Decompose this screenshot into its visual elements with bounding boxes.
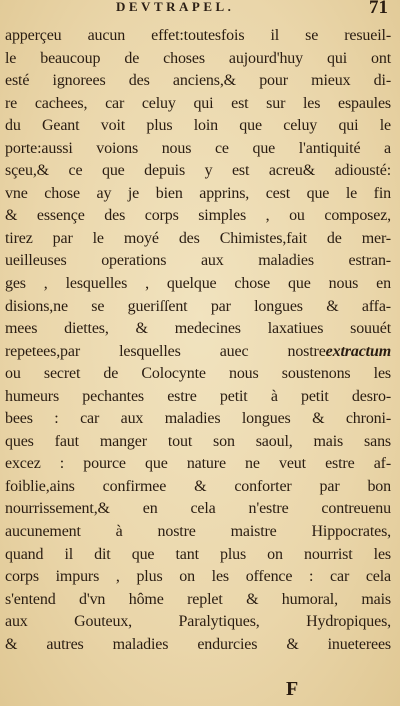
text-line: ges , lesquelles , quelque chose que nous en: [5, 275, 391, 293]
text-line-with-italic: [5, 341, 391, 364]
text-line: esté ignorees des anciens,& pour mieux di-: [5, 72, 391, 90]
text-line: mees diettes, & medecines laxatiues souuét: [5, 320, 391, 338]
text-line: ueilleuses operations aux maladies estran-: [5, 252, 391, 270]
text-line: ou secret de Colocynte nous soustenons les: [5, 365, 391, 383]
text-line: excez : pource que nature ne veut estre af-: [5, 455, 391, 473]
text-line: corps impurs , plus on les offence : car cela: [5, 568, 391, 586]
running-head: DEVTRAPEL.: [116, 0, 235, 14]
text-line: re cachees, car celuy qui est sur les espaules: [5, 94, 391, 112]
text-line: & essençe des corps simples , ou composez,: [5, 207, 391, 225]
text-line: apperçeu aucun effet:toutesfois il se resueil-: [5, 27, 391, 44]
page-header: [0, 0, 400, 21]
text-line: sçeu,& ce que depuis y est acreu& adiousté:: [5, 162, 391, 180]
text-line: bees : car aux maladies longues & chroni-: [5, 410, 391, 428]
page-number: 71: [369, 0, 388, 18]
text-line: vne chose ay je bien apprins, cest que le fin: [5, 184, 391, 202]
text-line: & autres maladies endurcies & inueterees: [5, 635, 391, 653]
text-line-start: repetees,par lesquelles auec nostre: [5, 342, 326, 360]
text-line: foiblie,ains confirmee & conforter par bon: [5, 477, 391, 495]
text-line: nourrissement,& en cela n'estre contreuenu: [5, 500, 391, 518]
text-line: du Geant voit plus loin que celuy qui le: [5, 117, 391, 135]
text-line: le beaucoup de choses aujourd'huy qui ont: [5, 49, 391, 67]
text-line: aux Gouteux, Paralytiques, Hydropiques,: [5, 613, 391, 631]
text-line: disions,ne se gueriſſent par longues & affa-: [5, 297, 391, 315]
body-text: [5, 25, 391, 656]
text-line: quand il dit que tant plus on nourrist les: [5, 545, 391, 563]
text-line: tirez par le moyé des Chimistes,fait de mer-: [5, 229, 391, 247]
text-line: porte:aussi voions nous ce que l'antiquité a: [5, 139, 391, 157]
italic-word: extractum: [325, 342, 391, 360]
signature-mark: F: [286, 678, 299, 700]
text-line: aucunement à nostre maistre Hippocrates,: [5, 523, 391, 541]
text-line: humeurs pechantes estre petit à petit desro-: [5, 387, 391, 405]
text-line: s'entend d'vn hôme replet & humoral, mais: [5, 590, 391, 608]
text-line: ques faut manger tout son saoul, mais sans: [5, 432, 391, 450]
